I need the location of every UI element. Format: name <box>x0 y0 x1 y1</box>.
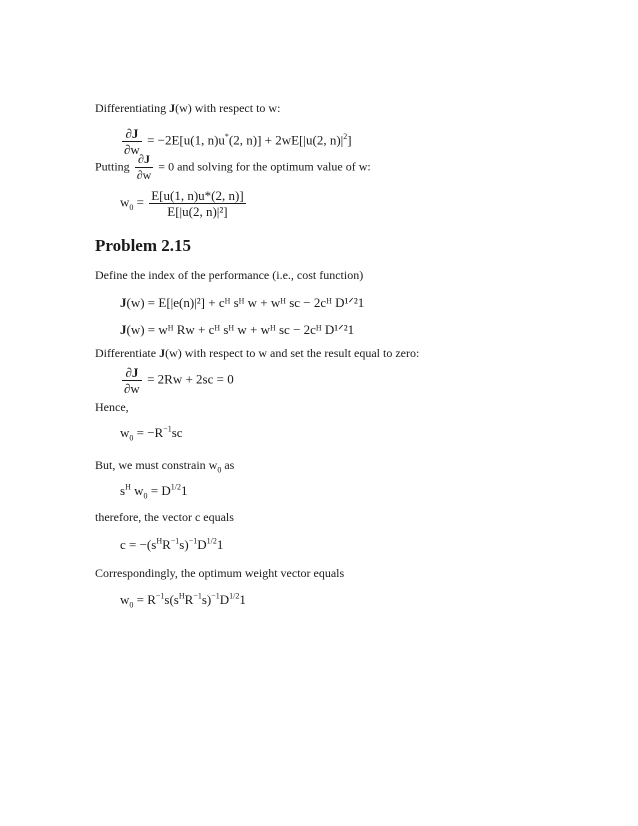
cost-function-eq2: J(w) = wᴴ Rw + cᴴ sᴴ w + wᴴ sc − 2cᴴ D¹ᐟ²1 <box>120 322 355 337</box>
differentiate-text: Differentiate J(w) with respect to w and set the result equal to zero: <box>95 346 420 360</box>
differentiating-text: Differentiating J(w) with respect to w: <box>95 101 281 115</box>
therefore-text: therefore, the vector c equals <box>95 510 234 524</box>
w0-solution-eq: $w_0 = -R^{-1}sc$ <box>120 424 183 443</box>
gradient-zero-equation: $\frac{\partial J}{\partial w}$ = 2Rw + 2sc = 0 <box>124 365 234 396</box>
gradient-equation: $\frac{\partial J}{\partial w}$ = −2E[u(1, n)u*(2, n)] + 2wE[|u(2, $n)|^2$] <box>124 126 352 157</box>
constraint-eq: $s^H$ $w_0 = D^{1/2}1$ <box>120 482 188 501</box>
problem-heading: Problem 2.15 <box>95 236 192 255</box>
optimum-weight-eq: $w_0 = R^{-1}s(s^HR^{-1}s)^{-1}D^{1/2}1$ <box>120 591 246 610</box>
putting-fraction: $\frac{\partial J}{\partial w}$ <box>136 152 152 182</box>
correspondingly-text: Correspondingly, the optimum weight vector equals <box>95 566 345 580</box>
constrain-text: But, we must constrain $w_0$ as <box>95 458 235 475</box>
hence-text: Hence, <box>95 400 129 414</box>
gradient-fraction: $\frac{\partial J}{\partial w}$ <box>124 126 140 157</box>
c-vector-eq: $c = -(s^HR^{-1}s)^{-1}D^{1/2}1$ <box>120 536 224 552</box>
define-text: Define the index of the performance (i.e., cost function) <box>95 268 364 282</box>
putting-line: Putting $\frac{\partial J}{\partial w}$ = 0 and solving for the optimum value of w: <box>95 152 371 182</box>
w0-fraction-equation: $w_0$ = $\frac{E[u(1, n)u*(2, n)]}{\text{E[|u(2, n)|²]}}$ <box>120 188 244 219</box>
gradient-zero-fraction: $\frac{\partial J}{\partial w}$ <box>124 365 140 396</box>
w0-fraction: $\frac{E[u(1, n)u*(2, n)]}{\text{E[|u(2, n)|²]}}$ <box>151 188 244 219</box>
cost-function-eq1: J(w) = E[|e(n)|²] + cᴴ sᴴ w + wᴴ sc − 2cᴴ D¹ᐟ²1 <box>120 295 365 310</box>
